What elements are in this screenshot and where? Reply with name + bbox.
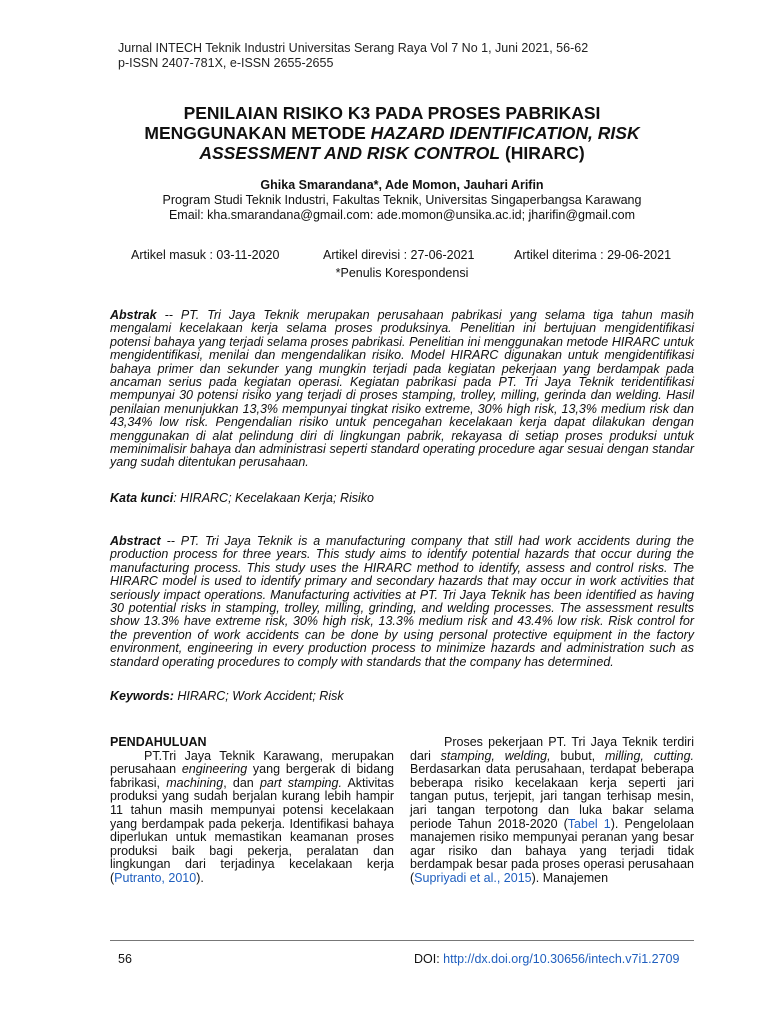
- right-column: [410, 736, 694, 886]
- kata-kunci-text: : HIRARC; Kecelakaan Kerja; Risiko: [173, 491, 374, 505]
- page-number: 56: [118, 952, 132, 966]
- right-text-end: ). Manajemen: [531, 870, 609, 885]
- email-line: Email: kha.smarandana@gmail.com: ade.momon@unsika.ac.id; jharifin@gmail.com: [168, 208, 636, 222]
- doi-label: DOI:: [414, 952, 444, 966]
- abstrak-label: Abstrak: [110, 308, 157, 322]
- right-text-1: Proses pekerjaan PT. Tri Jaya Teknik terdiri dari: [410, 735, 694, 763]
- right-italic-1: stamping, welding,: [440, 748, 551, 763]
- citation-putranto[interactable]: Putranto, 2010: [114, 870, 197, 885]
- right-text-3: Berdasarkan data perusahaan, terdapat beberapa beberapa risiko kecelakaan kerja seperti jari tangan putus, terjepit, jari tangan terhisap mesin, jari tangan terpotong dan luka bakar selama periode Tahun 2018-2020 (: [410, 762, 694, 831]
- abstrak-text: -- PT. Tri Jaya Teknik merupakan perusahaan pabrikasi yang selama tiga tahun masih mengalami kecelakaan kerja selama proses produksinya. Penelitian ini bertujuan mengidentifikasi potensi bahaya yang terjadi selama proses pabrikasi. Penelitian ini menggunakan metode HIRARC untuk mengidentifikasi, menilai dan mengendalikan risiko. Model HIRARC digunakan untuk mengidentifikasi bahaya primer dan sekunder yang mungkin terjadi pada kegiatan pekerjaan yang berdampak pada ancaman serius pada kegiatan operasi. Kegiatan pabrikasi pada PT. Tri Jaya Teknik teridentifikasi mempunyai 30 potensi risiko yang terjadi di proses stamping, trolley, milling, gerinda dan welding. Hasil penilaian menunjukkan 13,3% mempunyai tingkat risiko extreme, 30% high risk, 13,3% medium risk dan 43,34% low risk. Pengendalian risiko untuk pencegahan kecelakaan kerja dapat dilakukan dengan menggunakan di alat pelindung diri di lingkungan pabrik, rekayasa di setiap proses produksi untuk meminimalisir bahaya dan administrasi seperti standard operating procedure agar sesuai dengan standar yang sudah ditentukan perusahaan.: [110, 308, 694, 470]
- abstract-text: -- PT. Tri Jaya Teknik is a manufacturing company that still had work accidents during the production process for three years. This study aims to identify potential hazards that occur during the manufacturing process. This study uses the HIRARC method to identify, assess and control risks. The HIRARC model is used to identify primary and secondary hazards that may occur in work activities that seriously impact operations. Manufacturing activities at PT. Tri Jaya Teknik has been identified as having 30 potential risks in stamping, trolley, milling, grinding, and welding processes. The assessment results show 13.3% have extreme risk, 30% high risk, 13.3% medium risk and 43.4% low risk. Risk control for the prevention of work accidents can be done by using personal protective equipment in the factory environment, engineering in every production process to minimize hazards and administration such as standard operating procedures to comply with standards that the company has determined.: [110, 534, 694, 669]
- doi: [414, 952, 679, 966]
- left-italic-3: part stamping.: [259, 775, 342, 790]
- doi-link[interactable]: http://dx.doi.org/10.30656/intech.v7i1.2709: [443, 952, 680, 966]
- intro-paragraph-left: [110, 750, 394, 886]
- journal-line: Jurnal INTECH Teknik Industri Universitas Serang Raya Vol 7 No 1, Juni 2021, 56-62: [118, 41, 589, 55]
- date-accepted: Artikel diterima : 29-06-2021: [514, 248, 672, 262]
- affiliation: Program Studi Teknik Industri, Fakultas Teknik, Universitas Singaperbangsa Karawang: [162, 193, 642, 207]
- left-text-2: yang bergerak di bidang fabrikasi,: [110, 762, 394, 790]
- keywords-label: Keywords:: [110, 689, 174, 703]
- section-heading: PENDAHULUAN: [110, 735, 207, 749]
- right-text-2: bubut,: [550, 748, 605, 763]
- title-line-3: [90, 143, 694, 163]
- title-line-2-italic: HAZARD IDENTIFICATION, RISK: [370, 123, 640, 143]
- title-line-3-italic: ASSESSMENT AND RISK CONTROL: [199, 143, 501, 163]
- right-italic-2: milling, cutting.: [604, 748, 694, 763]
- citation-tabel-1[interactable]: Tabel 1: [567, 816, 611, 831]
- date-revised: Artikel direvisi : 27-06-2021: [323, 248, 475, 262]
- right-text-4: ). Pengelolaan manajemen risiko mempunyai peranan yang besar agar risiko dan bahaya yang terjadi tidak berdampak besar pada proses operasi perusahaan (: [410, 816, 694, 885]
- kata-kunci: [110, 491, 374, 505]
- left-column: [110, 736, 394, 886]
- footer-divider: [110, 940, 694, 941]
- paper-title: [90, 103, 694, 163]
- issn-line: p-ISSN 2407-781X, e-ISSN 2655-2655: [118, 56, 334, 70]
- authors: Ghika Smarandana*, Ade Momon, Jauhari Arifin: [260, 178, 544, 192]
- intro-paragraph-right: [410, 736, 694, 886]
- left-text-3: , dan: [223, 775, 260, 790]
- left-text-4: Aktivitas produksi yang sudah berjalan kurang lebih hampir 11 tahun masih mempunyai potensi kecelakaan yang berdampak pada pekerja. Identifikasi bahaya diperlukan untuk memastikan keamanan proses produksi baik bagi pekerja, peralatan dan lingkungan dari terjadinya kecelakaan kerja (: [110, 775, 394, 885]
- affiliation-block: [110, 193, 694, 223]
- keywords: [110, 689, 344, 703]
- left-text-1: PT.Tri Jaya Teknik Karawang, merupakan perusahaan: [110, 748, 394, 777]
- title-line-2: [90, 123, 694, 143]
- journal-header: [118, 41, 588, 71]
- abstract-label: Abstract: [110, 534, 161, 548]
- title-line-1: PENILAIAN RISIKO K3 PADA PROSES PABRIKASI: [183, 103, 601, 123]
- keywords-text: HIRARC; Work Accident; Risk: [173, 689, 344, 703]
- left-text-end: ).: [196, 870, 204, 885]
- kata-kunci-label: Kata kunci: [110, 491, 174, 505]
- left-italic-1: engineering: [181, 762, 248, 777]
- correspondence-note: *Penulis Korespondensi: [335, 266, 469, 280]
- abstrak-paragraph: [110, 309, 694, 470]
- title-line-3-plain: (HIRARC): [500, 143, 585, 163]
- date-received: Artikel masuk : 03-11-2020: [131, 248, 280, 262]
- citation-supriyadi[interactable]: Supriyadi et al., 2015: [414, 870, 532, 885]
- left-italic-2: machining: [166, 775, 224, 790]
- abstract-paragraph: [110, 535, 694, 669]
- title-line-2-plain: MENGGUNAKAN METODE: [144, 123, 371, 143]
